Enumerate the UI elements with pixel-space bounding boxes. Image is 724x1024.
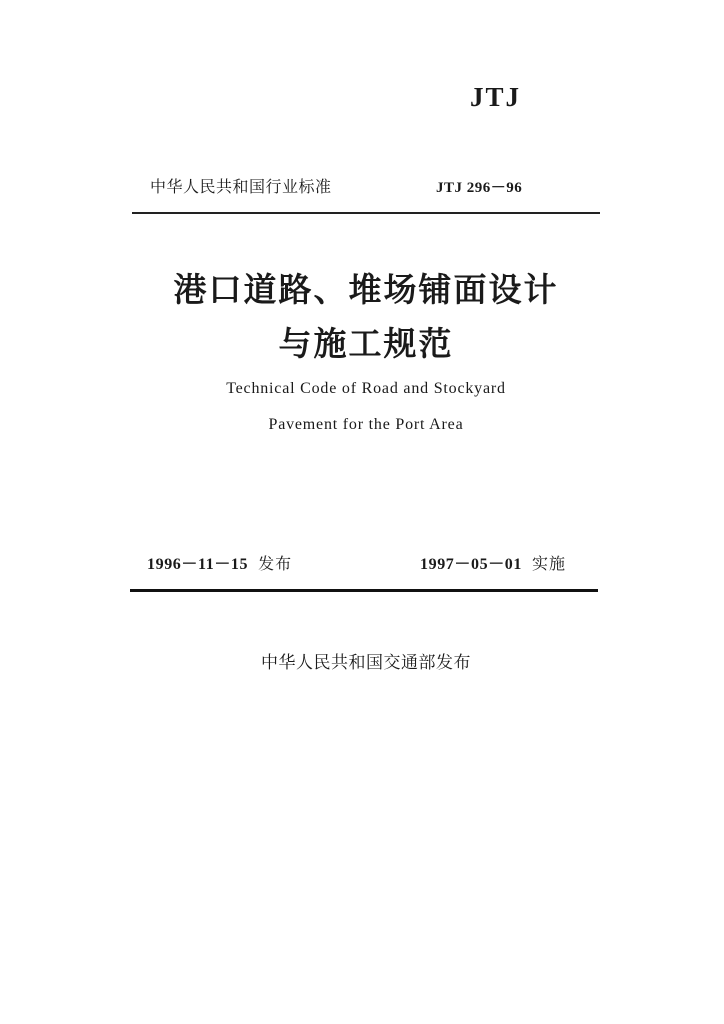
implement-date: 1997－05－01 (420, 556, 522, 573)
issue-date: 1996－11－15 (147, 556, 249, 573)
publisher: 中华人民共和国交通部发布 (261, 653, 471, 673)
series-code: JTJ (470, 82, 522, 112)
title-chinese-line-1: 港口道路、堆场铺面设计 (173, 270, 559, 309)
top-divider (132, 212, 600, 214)
issue-label: 发布 (258, 554, 293, 573)
bottom-divider (130, 589, 598, 592)
implement-label: 实施 (532, 554, 567, 573)
standard-category: 中华人民共和国行业标准 (150, 177, 332, 196)
issue-date-block (147, 551, 292, 574)
title-chinese-line-2: 与施工规范 (278, 324, 454, 363)
implement-date-block (420, 551, 566, 574)
standard-number: JTJ 296－96 (436, 180, 523, 196)
title-english-line-2: Pavement for the Port Area (268, 416, 464, 433)
title-english-line-1: Technical Code of Road and Stockyard (226, 380, 506, 397)
